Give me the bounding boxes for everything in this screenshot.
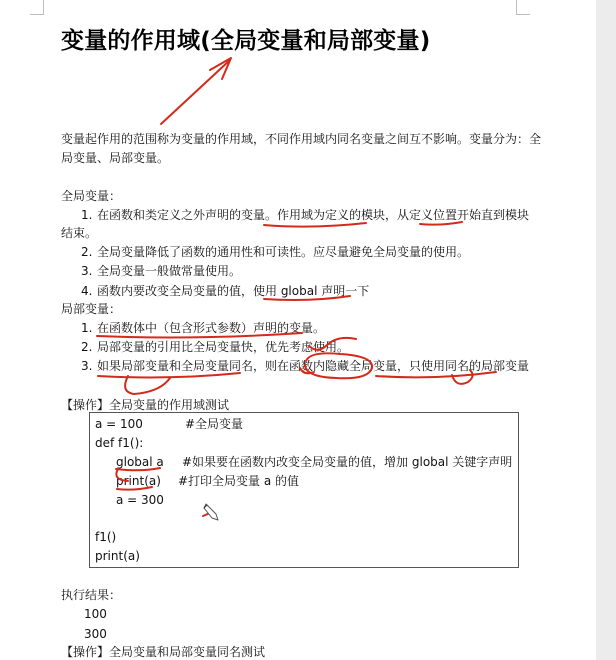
global-item-4-number: 4. — [81, 284, 93, 298]
local-item-3-number: 3. — [81, 359, 93, 373]
code-comment-4: #打印全局变量 a 的值 — [178, 474, 300, 488]
global-item-3-text: 全局变量一般做常量使用。 — [97, 264, 242, 278]
intro-line-1: 变量起作用的范围称为变量的作用域，不同作用域内同名变量之间互不影响。变量分为：全 — [61, 132, 542, 146]
code-comment-1: #全局变量 — [185, 417, 244, 431]
global-item-1-text: 在函数和类定义之外声明的变量。作用域为定义的模块，从定义位置开始直到模块 — [97, 208, 530, 222]
code-block — [89, 412, 519, 568]
code-line-6: f1() — [95, 530, 117, 544]
example2-heading: 【操作】全局变量和局部变量同名测试 — [61, 645, 266, 659]
code-line-4: print(a) — [116, 474, 161, 488]
code-line-3: global a — [116, 455, 164, 469]
global-item-1-number: 1. — [81, 208, 93, 222]
code-line-1: a = 100 — [95, 417, 143, 431]
global-item-2-text: 全局变量降低了函数的通用性和可读性。应尽量避免全局变量的使用。 — [97, 245, 470, 259]
crop-mark-right-horizontal — [516, 14, 530, 15]
global-item-3-number: 3. — [81, 264, 93, 278]
local-section-heading: 局部变量： — [61, 302, 122, 316]
local-item-2-text: 局部变量的引用比全局变量快，优先考虑使用。 — [97, 340, 350, 354]
crop-mark-left-vertical — [43, 0, 44, 14]
code-comment-3: #如果要在函数内改变全局变量的值，增加 global 关键字声明 — [182, 455, 513, 469]
intro-line-2: 局变量、局部变量。 — [61, 151, 170, 165]
result-heading: 执行结果： — [61, 588, 122, 602]
result-value-2: 300 — [84, 627, 107, 641]
local-item-2-number: 2. — [81, 340, 93, 354]
crop-mark-right-vertical — [516, 0, 517, 14]
window-gutter — [596, 0, 616, 660]
code-line-7: print(a) — [95, 549, 140, 563]
document-title: 变量的作用域(全局变量和局部变量) — [61, 28, 431, 54]
crop-mark-left-horizontal — [30, 14, 44, 15]
global-item-4-text: 函数内要改变全局变量的值，使用 global 声明一下 — [97, 284, 370, 298]
example1-heading: 【操作】全局变量的作用域测试 — [61, 398, 230, 412]
result-value-1: 100 — [84, 607, 107, 621]
local-item-1-number: 1. — [81, 321, 93, 335]
local-item-1-text: 在函数体中（包含形式参数）声明的变量。 — [97, 321, 326, 335]
global-item-1-continuation: 结束。 — [61, 226, 98, 240]
code-line-2: def f1(): — [95, 436, 144, 450]
local-item-3-text: 如果局部变量和全局变量同名，则在函数内隐藏全局变量，只使用同名的局部变量 — [97, 359, 530, 373]
global-section-heading: 全局变量： — [61, 189, 122, 203]
global-item-2-number: 2. — [81, 245, 93, 259]
code-line-5: a = 300 — [116, 493, 164, 507]
